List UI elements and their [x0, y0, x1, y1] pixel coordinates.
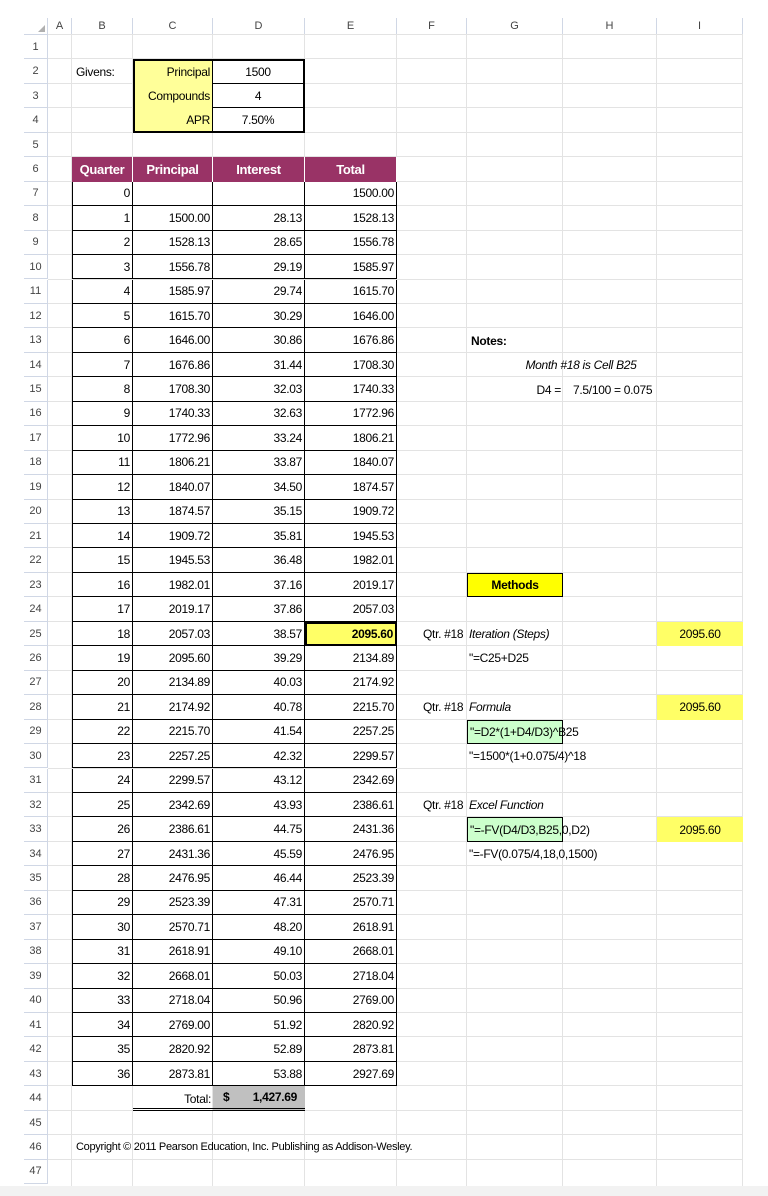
table-cell[interactable]: 23	[72, 744, 133, 768]
row-header-11[interactable]: 11	[24, 280, 48, 304]
method-qtr-1[interactable]: Qtr. #18	[423, 700, 464, 715]
table-cell[interactable]: 45.59	[213, 842, 305, 866]
table-cell[interactable]: 24	[72, 769, 133, 793]
table-cell[interactable]: 2019.17	[305, 573, 397, 597]
table-cell[interactable]: 1840.07	[305, 451, 397, 475]
table-cell[interactable]: 38.57	[213, 622, 305, 646]
table-cell[interactable]: 28.13	[213, 206, 305, 230]
table-header-quarter[interactable]: Quarter	[72, 157, 133, 181]
table-cell[interactable]: 1874.57	[305, 475, 397, 499]
table-cell[interactable]: 47.31	[213, 891, 305, 915]
row-header-27[interactable]: 27	[24, 671, 48, 695]
table-cell[interactable]: 43.93	[213, 793, 305, 817]
copyright-text[interactable]: Copyright © 2011 Pearson Education, Inc. Publishing as Addison-Wesley.	[76, 1141, 413, 1154]
table-cell[interactable]: 2618.91	[133, 940, 213, 964]
table-cell[interactable]: 29.19	[213, 255, 305, 279]
gridline-vertical	[466, 35, 467, 1186]
row-header-44[interactable]: 44	[24, 1086, 48, 1110]
table-cell[interactable]: 1840.07	[133, 475, 213, 499]
table-cell[interactable]: 2668.01	[305, 940, 397, 964]
table-cell[interactable]: 1528.13	[305, 206, 397, 230]
row-header-20[interactable]: 20	[24, 500, 48, 524]
table-header-total[interactable]: Total	[305, 157, 397, 181]
row-header-35[interactable]: 35	[24, 866, 48, 890]
table-cell[interactable]: 2019.17	[133, 597, 213, 621]
table-cell[interactable]: 43.12	[213, 769, 305, 793]
row-header-1[interactable]: 1	[24, 35, 48, 59]
table-cell[interactable]: 51.92	[213, 1013, 305, 1037]
table-cell[interactable]: 2342.69	[305, 769, 397, 793]
table-cell[interactable]: 48.20	[213, 915, 305, 939]
row-header-22[interactable]: 22	[24, 548, 48, 572]
givens-label[interactable]: Givens:	[76, 64, 115, 79]
table-cell[interactable]: 15	[72, 548, 133, 572]
table-cell[interactable]: 1646.00	[305, 304, 397, 328]
table-cell[interactable]: 2134.89	[133, 671, 213, 695]
table-cell[interactable]: 2386.61	[305, 793, 397, 817]
table-cell[interactable]: 30.86	[213, 328, 305, 352]
table-cell[interactable]: 2215.70	[133, 720, 213, 744]
table-cell[interactable]: 5	[72, 304, 133, 328]
column-header-d[interactable]: D	[213, 18, 305, 35]
table-cell[interactable]: 2174.92	[305, 671, 397, 695]
table-cell[interactable]: 1676.86	[305, 328, 397, 352]
table-cell[interactable]: 2927.69	[305, 1062, 397, 1086]
table-cell[interactable]: 7	[72, 353, 133, 377]
table-cell[interactable]: 18	[72, 622, 133, 646]
table-cell[interactable]: 10	[72, 426, 133, 450]
table-cell[interactable]: 21	[72, 695, 133, 719]
table-cell[interactable]: 2057.03	[133, 622, 213, 646]
table-cell[interactable]: 1772.96	[305, 402, 397, 426]
table-cell[interactable]: 52.89	[213, 1037, 305, 1061]
table-cell[interactable]: 36.48	[213, 548, 305, 572]
table-cell[interactable]: 2668.01	[133, 964, 213, 988]
table-cell[interactable]: 2873.81	[305, 1037, 397, 1061]
method-result-1[interactable]: 2095.60	[657, 695, 743, 719]
row-header-16[interactable]: 16	[24, 402, 48, 426]
table-cell[interactable]: 20	[72, 671, 133, 695]
table-cell[interactable]: 0	[72, 182, 133, 206]
table-cell[interactable]: 28	[72, 866, 133, 890]
table-cell[interactable]	[133, 182, 213, 206]
table-cell[interactable]: 2174.92	[133, 695, 213, 719]
table-cell[interactable]: 31	[72, 940, 133, 964]
table-cell[interactable]: 33.24	[213, 426, 305, 450]
table-cell[interactable]: 2769.00	[305, 989, 397, 1013]
row-header-17[interactable]: 17	[24, 426, 48, 450]
table-cell[interactable]: 1909.72	[133, 524, 213, 548]
row-header-45[interactable]: 45	[24, 1111, 48, 1135]
table-cell[interactable]: 1909.72	[305, 500, 397, 524]
column-header-i[interactable]: I	[657, 18, 743, 35]
table-cell[interactable]: 1585.97	[133, 280, 213, 304]
row-header-34[interactable]: 34	[24, 842, 48, 866]
notes-line1[interactable]: Month #18 is Cell B25	[525, 358, 637, 373]
gridline-vertical	[742, 35, 743, 1186]
table-cell[interactable]: 35.15	[213, 500, 305, 524]
table-cell[interactable]: 26	[72, 817, 133, 841]
row-header-5[interactable]: 5	[24, 133, 48, 157]
row-header-42[interactable]: 42	[24, 1037, 48, 1061]
table-cell[interactable]: 1676.86	[133, 353, 213, 377]
table-cell[interactable]: 2618.91	[305, 915, 397, 939]
column-header-h[interactable]: H	[563, 18, 657, 35]
table-cell[interactable]: 50.03	[213, 964, 305, 988]
table-cell[interactable]: 2476.95	[305, 842, 397, 866]
row-header-18[interactable]: 18	[24, 451, 48, 475]
table-cell[interactable]: 35	[72, 1037, 133, 1061]
row-header-36[interactable]: 36	[24, 891, 48, 915]
row-header-32[interactable]: 32	[24, 793, 48, 817]
table-cell[interactable]: 31.44	[213, 353, 305, 377]
table-cell[interactable]: 16	[72, 573, 133, 597]
row-header-19[interactable]: 19	[24, 475, 48, 499]
table-cell[interactable]: 37.16	[213, 573, 305, 597]
table-cell[interactable]: 2570.71	[305, 891, 397, 915]
table-cell[interactable]: 2431.36	[305, 817, 397, 841]
table-cell[interactable]: 1982.01	[133, 573, 213, 597]
column-header-a[interactable]: A	[48, 18, 72, 35]
given-value-0[interactable]: 1500	[213, 59, 305, 83]
table-cell[interactable]: 1708.30	[305, 353, 397, 377]
table-cell[interactable]: 2570.71	[133, 915, 213, 939]
row-header-31[interactable]: 31	[24, 769, 48, 793]
table-cell[interactable]: 50.96	[213, 989, 305, 1013]
table-cell[interactable]: 29.74	[213, 280, 305, 304]
table-cell[interactable]: 41.54	[213, 720, 305, 744]
table-cell[interactable]: 30	[72, 915, 133, 939]
table-cell[interactable]: 2820.92	[133, 1037, 213, 1061]
row-header-9[interactable]: 9	[24, 231, 48, 255]
table-cell[interactable]: 25	[72, 793, 133, 817]
table-cell[interactable]: 39.29	[213, 646, 305, 670]
table-cell[interactable]: 4	[72, 280, 133, 304]
table-cell[interactable]: 22	[72, 720, 133, 744]
method-name-0[interactable]: Iteration (Steps)	[469, 627, 550, 642]
table-cell[interactable]: 2	[72, 231, 133, 255]
total-currency: $	[223, 1090, 230, 1105]
table-cell[interactable]: 1646.00	[133, 328, 213, 352]
table-cell[interactable]: 34	[72, 1013, 133, 1037]
row-header-30[interactable]: 30	[24, 744, 48, 768]
table-cell[interactable]: 11	[72, 451, 133, 475]
total-interest-cell[interactable]	[213, 1086, 305, 1110]
table-cell[interactable]: 1615.70	[305, 280, 397, 304]
table-cell[interactable]: 2769.00	[133, 1013, 213, 1037]
given-label-1[interactable]: Compounds	[133, 84, 213, 108]
row-header-28[interactable]: 28	[24, 695, 48, 719]
gridline-vertical	[562, 35, 563, 1186]
method-formula2-1[interactable]: "=1500*(1+0.075/4)^18	[469, 749, 587, 764]
row-header-21[interactable]: 21	[24, 524, 48, 548]
table-cell[interactable]: 2342.69	[133, 793, 213, 817]
table-cell[interactable]: 2134.89	[305, 646, 397, 670]
row-header-47[interactable]: 47	[24, 1160, 48, 1184]
table-cell[interactable]: 2523.39	[133, 891, 213, 915]
table-cell[interactable]: 35.81	[213, 524, 305, 548]
table-cell[interactable]: 2820.92	[305, 1013, 397, 1037]
horizontal-scroll-area[interactable]	[0, 1186, 768, 1196]
table-cell[interactable]: 46.44	[213, 866, 305, 890]
select-all-corner[interactable]	[24, 18, 48, 35]
table-cell[interactable]: 42.32	[213, 744, 305, 768]
table-cell[interactable]: 36	[72, 1062, 133, 1086]
table-cell[interactable]: 3	[72, 255, 133, 279]
table-cell[interactable]: 2523.39	[305, 866, 397, 890]
row-header-4[interactable]: 4	[24, 108, 48, 132]
table-cell[interactable]: 2299.57	[305, 744, 397, 768]
table-cell[interactable]: 49.10	[213, 940, 305, 964]
table-cell[interactable]: 1772.96	[133, 426, 213, 450]
table-cell[interactable]: 1528.13	[133, 231, 213, 255]
total-underline	[133, 1108, 213, 1111]
table-cell[interactable]: 1500.00	[305, 182, 397, 206]
table-cell[interactable]: 2431.36	[133, 842, 213, 866]
row-header-6[interactable]: 6	[24, 157, 48, 181]
column-header-b[interactable]: B	[72, 18, 133, 35]
table-cell[interactable]: 40.78	[213, 695, 305, 719]
methods-title[interactable]: Methods	[467, 573, 563, 597]
table-cell[interactable]: 1874.57	[133, 500, 213, 524]
table-cell[interactable]: 1806.21	[133, 451, 213, 475]
table-cell[interactable]: 1982.01	[305, 548, 397, 572]
gridline-horizontal	[48, 34, 743, 35]
method-formula2-2[interactable]: "=-FV(0.075/4,18,0,1500)	[469, 847, 598, 862]
table-cell[interactable]: 33	[72, 989, 133, 1013]
table-cell[interactable]: 1740.33	[305, 377, 397, 401]
method-formula-2[interactable]: "=-FV(D4/D3,B25,0,D2)	[467, 817, 563, 841]
table-cell[interactable]: 33.87	[213, 451, 305, 475]
row-header-39[interactable]: 39	[24, 964, 48, 988]
row-header-23[interactable]: 23	[24, 573, 48, 597]
table-cell[interactable]: 1708.30	[133, 377, 213, 401]
table-cell[interactable]: 1945.53	[133, 548, 213, 572]
gridline-vertical	[656, 35, 657, 1186]
column-header-g[interactable]: G	[467, 18, 563, 35]
row-header-7[interactable]: 7	[24, 182, 48, 206]
row-header-2[interactable]: 2	[24, 59, 48, 83]
table-cell[interactable]: 30.29	[213, 304, 305, 328]
table-cell[interactable]: 2215.70	[305, 695, 397, 719]
table-header-interest[interactable]: Interest	[213, 157, 305, 181]
table-cell[interactable]: 32.63	[213, 402, 305, 426]
row-header-38[interactable]: 38	[24, 940, 48, 964]
given-label-0[interactable]: Principal	[133, 59, 213, 83]
row-header-41[interactable]: 41	[24, 1013, 48, 1037]
row-header-46[interactable]: 46	[24, 1135, 48, 1159]
column-header-f[interactable]: F	[397, 18, 467, 35]
row-header-12[interactable]: 12	[24, 304, 48, 328]
table-cell[interactable]: 12	[72, 475, 133, 499]
row-header-29[interactable]: 29	[24, 720, 48, 744]
total-value: 1,427.69	[252, 1090, 297, 1105]
method-result-0[interactable]: 2095.60	[657, 622, 743, 646]
notes-title[interactable]: Notes:	[471, 333, 507, 348]
row-header-14[interactable]: 14	[24, 353, 48, 377]
method-formula-0[interactable]: "=C25+D25	[469, 651, 529, 666]
notes-line2-label[interactable]: D4 =	[536, 382, 561, 397]
row-header-15[interactable]: 15	[24, 377, 48, 401]
notes-line2-value[interactable]: 7.5/100 = 0.075	[573, 382, 653, 397]
table-cell[interactable]: 14	[72, 524, 133, 548]
row-header-37[interactable]: 37	[24, 915, 48, 939]
table-cell[interactable]: 29	[72, 891, 133, 915]
table-cell[interactable]: 1945.53	[305, 524, 397, 548]
table-cell[interactable]: 1585.97	[305, 255, 397, 279]
table-cell[interactable]: 44.75	[213, 817, 305, 841]
table-cell[interactable]: 28.65	[213, 231, 305, 255]
table-cell[interactable]: 2873.81	[133, 1062, 213, 1086]
given-label-2[interactable]: APR	[133, 108, 213, 132]
row-header-33[interactable]: 33	[24, 817, 48, 841]
method-result-2[interactable]: 2095.60	[657, 817, 743, 841]
table-cell[interactable]: 1615.70	[133, 304, 213, 328]
table-cell[interactable]: 40.03	[213, 671, 305, 695]
table-header-principal[interactable]: Principal	[133, 157, 213, 181]
table-cell[interactable]: 2718.04	[133, 989, 213, 1013]
column-header-c[interactable]: C	[133, 18, 213, 35]
method-qtr-2[interactable]: Qtr. #18	[423, 798, 464, 813]
table-cell[interactable]: 34.50	[213, 475, 305, 499]
table-cell[interactable]: 32	[72, 964, 133, 988]
table-cell[interactable]: 2386.61	[133, 817, 213, 841]
given-value-2[interactable]: 7.50%	[213, 108, 305, 132]
table-cell[interactable]: 9	[72, 402, 133, 426]
table-cell[interactable]: 32.03	[213, 377, 305, 401]
row-header-13[interactable]: 13	[24, 328, 48, 352]
table-cell[interactable]: 2299.57	[133, 769, 213, 793]
row-header-8[interactable]: 8	[24, 206, 48, 230]
row-header-26[interactable]: 26	[24, 646, 48, 670]
table-cell[interactable]: 2257.25	[133, 744, 213, 768]
table-cell[interactable]: 37.86	[213, 597, 305, 621]
table-cell[interactable]: 2057.03	[305, 597, 397, 621]
row-header-25[interactable]: 25	[24, 622, 48, 646]
column-header-e[interactable]: E	[305, 18, 397, 35]
method-name-2[interactable]: Excel Function	[469, 798, 544, 813]
table-cell[interactable]: 13	[72, 500, 133, 524]
table-cell[interactable]: 6	[72, 328, 133, 352]
row-header-3[interactable]: 3	[24, 84, 48, 108]
table-cell[interactable]: 1740.33	[133, 402, 213, 426]
row-header-43[interactable]: 43	[24, 1062, 48, 1086]
row-header-10[interactable]: 10	[24, 255, 48, 279]
method-name-1[interactable]: Formula	[469, 700, 511, 715]
table-cell[interactable]: 1556.78	[305, 231, 397, 255]
table-cell[interactable]: 2095.60	[133, 646, 213, 670]
row-header-24[interactable]: 24	[24, 597, 48, 621]
table-cell[interactable]: 17	[72, 597, 133, 621]
given-value-1[interactable]: 4	[213, 84, 305, 108]
row-header-40[interactable]: 40	[24, 989, 48, 1013]
table-cell[interactable]: 8	[72, 377, 133, 401]
table-cell[interactable]: 53.88	[213, 1062, 305, 1086]
table-cell[interactable]: 2257.25	[305, 720, 397, 744]
table-cell[interactable]: 1806.21	[305, 426, 397, 450]
total-label[interactable]: Total:	[184, 1091, 211, 1106]
method-qtr-0[interactable]: Qtr. #18	[423, 627, 464, 642]
method-formula-1[interactable]: "=D2*(1+D4/D3)^B25	[467, 720, 563, 744]
table-cell[interactable]: 1556.78	[133, 255, 213, 279]
table-cell[interactable]: 27	[72, 842, 133, 866]
table-cell[interactable]	[213, 182, 305, 206]
table-cell[interactable]: 1500.00	[133, 206, 213, 230]
highlighted-total-cell[interactable]: 2095.60	[305, 622, 397, 646]
table-cell[interactable]: 2476.95	[133, 866, 213, 890]
table-cell[interactable]: 19	[72, 646, 133, 670]
table-cell[interactable]: 1	[72, 206, 133, 230]
table-cell[interactable]: 2718.04	[305, 964, 397, 988]
